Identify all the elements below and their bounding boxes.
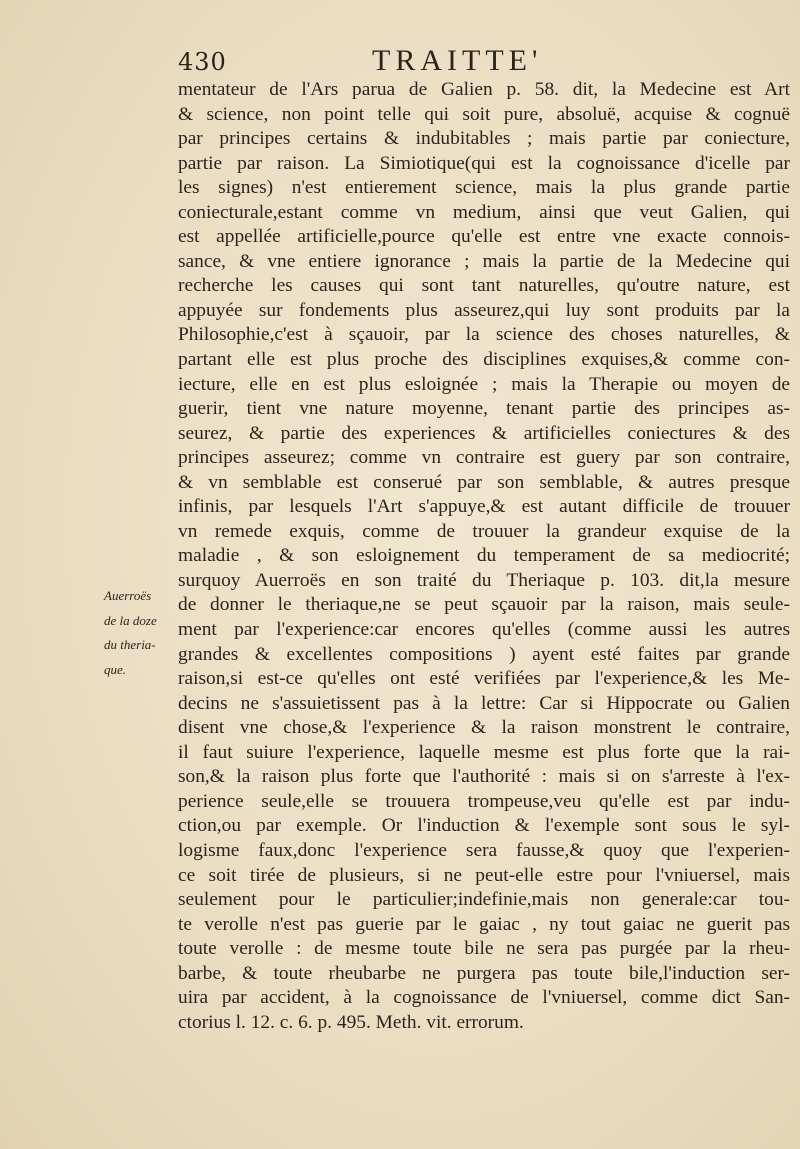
text-line: son,& la raison plus forte que l'authorité : mais si on s'arreste à l'ex-	[178, 766, 790, 788]
text-line: infinis, par lesquels l'Art s'appuye,& est autant difficile de trouuer	[178, 496, 790, 518]
margin-note-line: Auerroës	[104, 588, 152, 603]
page-number: 430	[178, 48, 227, 76]
text-line: ctorius l. 12. c. 6. p. 495. Meth. vit. errorum.	[178, 1011, 524, 1033]
text-line: surquoy Auerroës en son traité du Theriaque p. 103. dit,la mesure	[178, 569, 790, 591]
margin-note	[104, 584, 178, 682]
text-line: raison,si est-ce qu'elles ont esté verifiées par l'experience,& les Me-	[178, 668, 790, 690]
text-line: & science, non point telle qui soit pure, absoluë, acquise & cognuë	[178, 103, 790, 125]
text-line: maladie , & son esloignement du temperament de sa mediocrité;	[178, 545, 790, 567]
text-line: Philosophie,c'est à sçauoir, par la science des choses naturelles, &	[178, 324, 790, 346]
text-line: logisme faux,donc l'experience sera fausse,& quoy que l'experien-	[178, 839, 790, 861]
text-line: toute verolle : de mesme toute bile ne sera pas purgée par la rheu-	[178, 938, 790, 960]
text-line: il faut suiure l'experience, laquelle mesme est plus forte que la rai-	[178, 741, 790, 763]
running-title: TRAITTE'	[372, 44, 543, 77]
text-line: de donner le theriaque,ne se peut sçauoir par la raison, mais seule-	[178, 594, 790, 616]
text-line: ment par l'experience:car encores qu'elles (comme aussi les autres	[178, 619, 790, 641]
text-line: decins ne s'assuietissent pas à la lettre: Car si Hippocrate ou Galien	[178, 692, 790, 714]
text-line: iecture, elle en est plus esloignée ; mais la Therapie ou moyen de	[178, 373, 790, 395]
text-line: ction,ou par exemple. Or l'induction & l'exemple sont sous le syl-	[178, 815, 790, 837]
text-line: seulement pour le particulier;indefinie,mais non generale:car tou-	[178, 889, 790, 911]
text-line: les signes) n'est entierement science, mais la plus grande partie	[178, 177, 790, 199]
text-line: mentateur de l'Ars parua de Galien p. 58. dit, la Medecine est Art	[178, 79, 790, 100]
text-line: disent vne chose,& l'experience & la raison monstrent le contraire,	[178, 717, 790, 739]
text-line: seurez, & partie des experiences & artificielles coniectures & des	[178, 422, 790, 444]
text-line: partie par raison. La Simiotique(qui est la cognoissance d'icelle par	[178, 152, 790, 174]
margin-note-line: que.	[104, 661, 127, 677]
text-line: grandes & excellentes compositions ) ayent esté faites par grande	[178, 643, 790, 665]
text-line: est appellée artificielle,pource qu'elle est entre vne exacte connois-	[178, 226, 790, 248]
text-line: perience seule,elle se trouuera trompeuse,veu qu'elle est par indu-	[178, 790, 790, 812]
text-line: te verolle n'est pas guerie par le gaiac , ny tout gaiac ne guerit pas	[178, 913, 790, 935]
text-line: ce soit tirée de plusieurs, si ne peut-elle estre pour l'vniuersel, mais	[178, 864, 790, 886]
text-line: vn remede exquis, comme de trouuer la grandeur exquise de la	[178, 520, 790, 542]
text-line: uira par accident, à la cognoissance de l'vniuersel, comme dict San-	[178, 987, 790, 1009]
text-line: guerir, tient vne nature moyenne, tenant partie des principes as-	[178, 398, 790, 420]
text-line: barbe, & toute rheubarbe ne purgera pas toute bile,l'induction ser-	[178, 962, 790, 984]
text-line: appuyée sur fondements plus asseurez,qui luy sont produits par la	[178, 299, 790, 321]
text-line: coniecturale,estant comme vn medium, ainsi que veut Galien, qui	[178, 201, 790, 223]
text-line: partant elle est plus proche des disciplines exquises,& comme con-	[178, 349, 790, 371]
body-text	[178, 78, 790, 1035]
text-line: par principes certains & indubitables ; mais partie par coniecture,	[178, 128, 790, 150]
text-line: sance, & vne entiere ignorance ; mais la partie de la Medecine qui	[178, 250, 790, 272]
text-line: principes asseurez; comme vn contraire est guery par son contraire,	[178, 447, 790, 469]
margin-note-line: de la doze	[104, 612, 157, 628]
text-line: & vn semblable est conserué par son semblable, & autres presque	[178, 471, 790, 493]
text-line: recherche les causes qui sont tant naturelles, qu'outre nature, est	[178, 275, 790, 297]
margin-note-line: du theria-	[104, 637, 156, 652]
